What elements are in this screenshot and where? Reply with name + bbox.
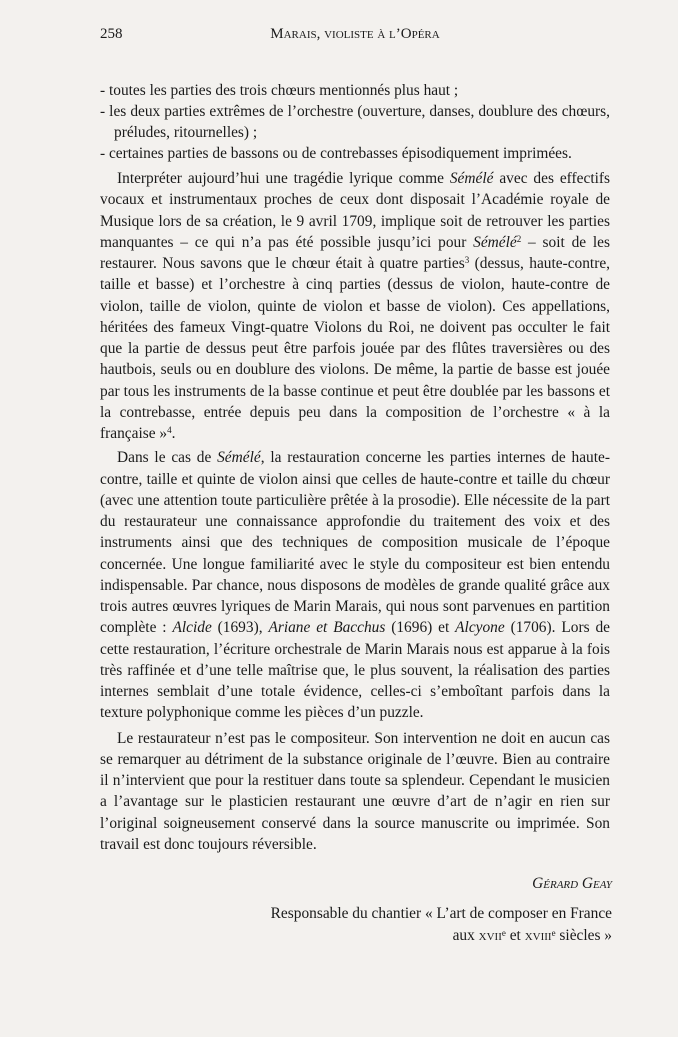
page-header: [100, 26, 610, 46]
author-name: Gérard Geay: [532, 875, 612, 892]
footnote-marker: 2: [516, 233, 522, 244]
work-title: Sémélé: [449, 170, 494, 187]
author-role-line-2: aux xvii$^e$ et xviii$^e$ siècles »: [452, 927, 612, 944]
work-title: Alcyone: [455, 619, 505, 637]
footnote-marker: 3: [464, 255, 470, 265]
footnote-marker: 4: [167, 425, 172, 435]
list-item: - les deux parties extrêmes de l’orchestre (ouverture, danses, doublure des chœurs, préludes, ritournelles) ;: [100, 103, 610, 141]
paragraph-2: Dans le cas de Sémélé, la restauration concerne les parties internes de haute-contre, taille et quinte de violon ainsi que celles de haute-contre et taille du chœur (avec une attention toute particulière prêtée à la prosodie). Elle nécessite de la part du restaurateur une connaissance approfondie du traitement des voix et des instruments ainsi que des techniques de composition musicale de l’époque concernée. Une longue familiarité avec le style du compositeur est bien entendu indispensable. Par chance, nous disposons de modèles de grande qualité grâce aux trois autres œuvres lyriques de Marin Marais, qui nous sont parvenues en partition complète : Alcide (1693), Ariane et Bacchus (1696) et Alcyone (1706). Lors de cette restauration, l’écriture orchestrale de Marin Marais nous est apparue à la fois très raffinée et d’une telle maîtrise que, le plus souvent, la réalisation des parties internes semblait d’une totale évidence, celles-ci s’emboîtant parfois dans la texture polyphonique comme les pièces d’un puzzle.: [100, 449, 610, 722]
work-title: Sémélé: [217, 449, 261, 467]
running-title: Marais, violiste à l’Opéra: [270, 26, 440, 42]
paragraph-3: Le restaurateur n’est pas le compositeur. Son intervention ne doit en aucun cas se remarquer au détriment de la substance originale de l’œuvre. Bien au contraire il n’intervient que pour la restituer dans toute sa splendeur. Cependant le musicien a l’avantage sur le plasticien restaurant une œuvre d’art de n’agir en rien sur l’original soigneusement conservé dans la source manuscrite ou imprimée. Son travail est donc toujours réversible.: [100, 729, 610, 853]
signature-block: [100, 873, 612, 947]
work-title: Alcide: [172, 619, 212, 637]
list-item: - toutes les parties des trois chœurs mentionnés plus haut ;: [100, 82, 459, 99]
work-title: Sémélé: [473, 233, 517, 251]
list-item: - certaines parties de bassons ou de contrebasses épisodiquement imprimées.: [100, 145, 572, 162]
paragraph-1: Interpréter aujourd’hui une tragédie lyrique comme Sémélé avec des effectifs vocaux et instrumentaux proches de ceux dont disposait l’Académie royale de Musique lors de sa création, le 9 avril 1709, implique soit de retrouver les parties manquantes – ce qui n’a pas été possible jusqu’ici pour Sémélé$^2$ – soit de les restaurer. Nous savons que le chœur était à quatre parties$^3$ (dessus, haute-contre, taille et basse) et l’orchestre à cinq parties (dessus de violon, haute-contre de violon, taille de violon, quinte de violon et basse de violon). Ces appellations, héritées des fameux Vingt-quatre Violons du Roi, ne doivent pas occulter le fait que la partie de dessus peut être parfois jouée par des flûtes traversières ou des hautbois, seuls ou en doublure des violons. De même, la partie de basse est jouée par tous les instruments de la basse continue et peut être doublée par les bassons et la contrebasse, entrée depuis peu dans la composition de l’orchestre « à la française »$^4$.: [100, 170, 611, 442]
author-role-line-1: Responsable du chantier « L’art de composer en France: [270, 905, 612, 922]
page-number: 258: [100, 26, 123, 42]
bullet-list: [100, 80, 610, 164]
work-title: Ariane et Bacchus: [268, 619, 386, 637]
main-text: [100, 80, 610, 855]
